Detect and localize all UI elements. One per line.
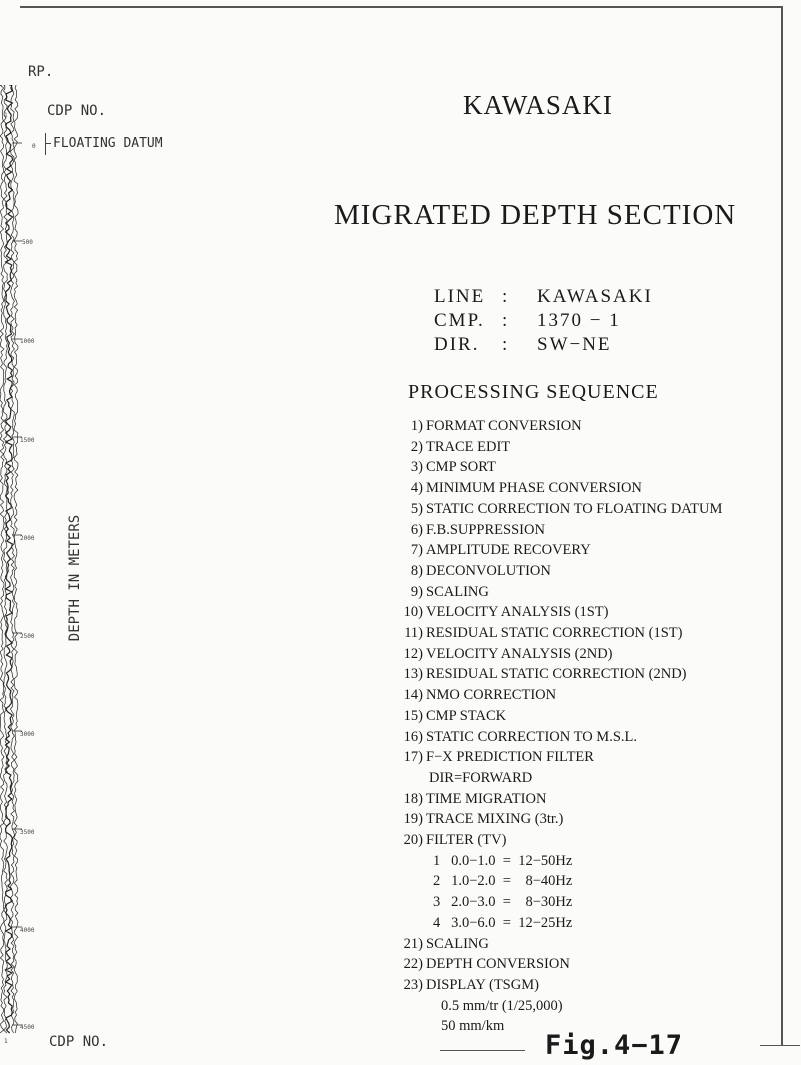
step-text: 17) <box>403 749 423 766</box>
depth-axis-label: DEPTH IN METERS <box>67 514 83 642</box>
step-text: 15) <box>403 707 423 724</box>
filter-row: 3 2.0−3.0 = 8−30Hz <box>433 894 573 911</box>
step-text: 4) <box>410 480 423 497</box>
filter-row: 1 0.0−1.0 = 12−50Hz <box>433 852 573 869</box>
step-text: AMPLITUDE RECOVERY <box>426 542 591 559</box>
step-item <box>393 789 722 810</box>
info-text: KAWASAKI <box>537 286 653 307</box>
info-text: 1370 − 1 <box>537 310 621 331</box>
step-text: STATIC CORRECTION TO FLOATING DATUM <box>426 500 723 517</box>
step-text: 19) <box>403 811 423 828</box>
info-text: CMP. <box>434 310 485 331</box>
section-title: MIGRATED DEPTH SECTION <box>334 199 737 231</box>
info-text: DIR. <box>434 334 480 355</box>
depth-tick-3000: 3000 <box>20 731 35 738</box>
datum-tick <box>45 143 51 144</box>
floating-datum-label: FLOATING DATUM <box>53 136 163 151</box>
step-text: 7) <box>410 542 423 559</box>
cmp-info-row <box>434 310 653 334</box>
step-item <box>393 520 722 541</box>
info-text: : <box>502 310 510 331</box>
step-text: 16) <box>403 728 423 745</box>
step-17-detail: DIR=FORWARD <box>429 769 533 786</box>
depth-tick-4500: 4500 <box>20 1024 35 1031</box>
step-text: 10) <box>403 604 423 621</box>
depth-tick-3500: 3500 <box>20 829 35 836</box>
step-text: 13) <box>403 666 423 683</box>
step-text: 12) <box>403 645 423 662</box>
step-text: 14) <box>403 687 423 704</box>
seismic-trace <box>11 85 15 1033</box>
step-text: FORMAT CONVERSION <box>426 418 582 434</box>
rp-label: RP. <box>28 64 54 80</box>
cdp-label-bottom: CDP NO. <box>49 1034 109 1050</box>
step-text: F−X PREDICTION FILTER <box>426 749 594 766</box>
step-item <box>393 664 722 685</box>
step-item <box>393 706 722 727</box>
step-text: RESIDUAL STATIC CORRECTION (2ND) <box>426 666 687 683</box>
step-text: SCALING <box>426 583 489 600</box>
step-item <box>393 830 722 851</box>
step-item <box>393 561 722 582</box>
depth-tick-0: 0 <box>32 143 36 150</box>
step-text: TIME MIGRATION <box>426 790 547 807</box>
step-text: 6) <box>410 521 423 538</box>
datum-bracket <box>45 133 46 155</box>
step-text: 11) <box>404 625 423 642</box>
figure-label: Fig.4−17 <box>545 1030 684 1061</box>
step-item <box>393 540 722 561</box>
step-text: 3) <box>410 459 423 476</box>
info-text: SW−NE <box>537 334 612 355</box>
step-item <box>393 623 722 644</box>
step-text: DECONVOLUTION <box>426 562 551 579</box>
step-item <box>393 437 722 458</box>
step-item <box>393 934 722 955</box>
step-text: 23) <box>403 976 423 993</box>
step-text: 21) <box>403 935 423 952</box>
seismic-trace <box>14 85 18 1033</box>
display-detail: 50 mm/km <box>441 1018 505 1035</box>
seismic-trace-strip <box>0 85 22 1035</box>
step-item <box>393 602 722 623</box>
step-text: STATIC CORRECTION TO M.S.L. <box>426 728 637 745</box>
document-title: KAWASAKI <box>463 90 613 120</box>
step-item <box>393 685 722 706</box>
step-text: VELOCITY ANALYSIS (1ST) <box>426 604 609 621</box>
step-text: 1) <box>410 418 423 434</box>
step-item <box>393 457 722 478</box>
step-text: RESIDUAL STATIC CORRECTION (1ST) <box>426 625 683 642</box>
step-text: 20) <box>403 832 423 849</box>
step-text: 9) <box>410 583 423 600</box>
step-text: CMP SORT <box>426 459 496 476</box>
display-detail: 0.5 mm/tr (1/25,000) <box>441 997 563 1014</box>
step-text: NMO CORRECTION <box>426 687 557 704</box>
step-item <box>393 809 722 830</box>
frame-bottom-line <box>760 1045 800 1046</box>
step-text: F.B.SUPPRESSION <box>426 521 545 538</box>
step-item <box>393 727 722 748</box>
step-text: DEPTH CONVERSION <box>426 956 570 973</box>
step-item <box>393 582 722 603</box>
frame-right-line <box>781 6 783 1046</box>
cdp-label-top: CDP NO. <box>47 103 107 119</box>
info-text: : <box>502 334 510 355</box>
depth-tick-500: 500 <box>22 239 33 246</box>
step-item <box>393 499 722 520</box>
depth-tick-2000: 2000 <box>20 535 35 542</box>
frame-top-line <box>20 6 782 8</box>
step-item <box>393 747 722 768</box>
processing-title: PROCESSING SEQUENCE <box>408 381 659 403</box>
processing-steps <box>393 416 722 1037</box>
step-text: TRACE MIXING (3tr.) <box>426 811 564 828</box>
step-text: VELOCITY ANALYSIS (2ND) <box>426 645 613 662</box>
step-text: DISPLAY (TSGM) <box>426 976 539 993</box>
step-item <box>393 416 722 437</box>
depth-tick-2500: 2500 <box>20 633 35 640</box>
info-text: LINE <box>434 286 486 307</box>
step-text: 5) <box>410 500 423 517</box>
info-text: : <box>502 286 510 307</box>
depth-tick-1500: 1500 <box>20 437 35 444</box>
step-text: CMP STACK <box>426 707 507 724</box>
filter-row: 2 1.0−2.0 = 8−40Hz <box>433 873 573 890</box>
bottom-marker: 1 <box>4 1038 8 1045</box>
step-item <box>393 478 722 499</box>
line-info-row <box>434 286 653 310</box>
line-info <box>434 286 653 358</box>
step-text: FILTER (TV) <box>426 832 507 849</box>
step-text: 22) <box>403 956 423 973</box>
dir-info-row <box>434 334 653 358</box>
step-text: MINIMUM PHASE CONVERSION <box>426 480 642 497</box>
step-text: 18) <box>403 790 423 807</box>
filter-row: 4 3.0−6.0 = 12−25Hz <box>433 914 573 931</box>
step-item <box>393 644 722 665</box>
top-marker: 1 <box>4 112 8 119</box>
depth-tick-4000: 4000 <box>20 927 35 934</box>
step-item <box>393 954 722 975</box>
step-item <box>393 975 722 996</box>
step-text: TRACE EDIT <box>426 438 511 455</box>
step-text: 8) <box>410 562 423 579</box>
step-text: 2) <box>410 438 423 455</box>
depth-tick-1000: 1000 <box>20 338 35 345</box>
bottom-rule <box>440 1050 525 1051</box>
step-text: SCALING <box>426 935 489 952</box>
